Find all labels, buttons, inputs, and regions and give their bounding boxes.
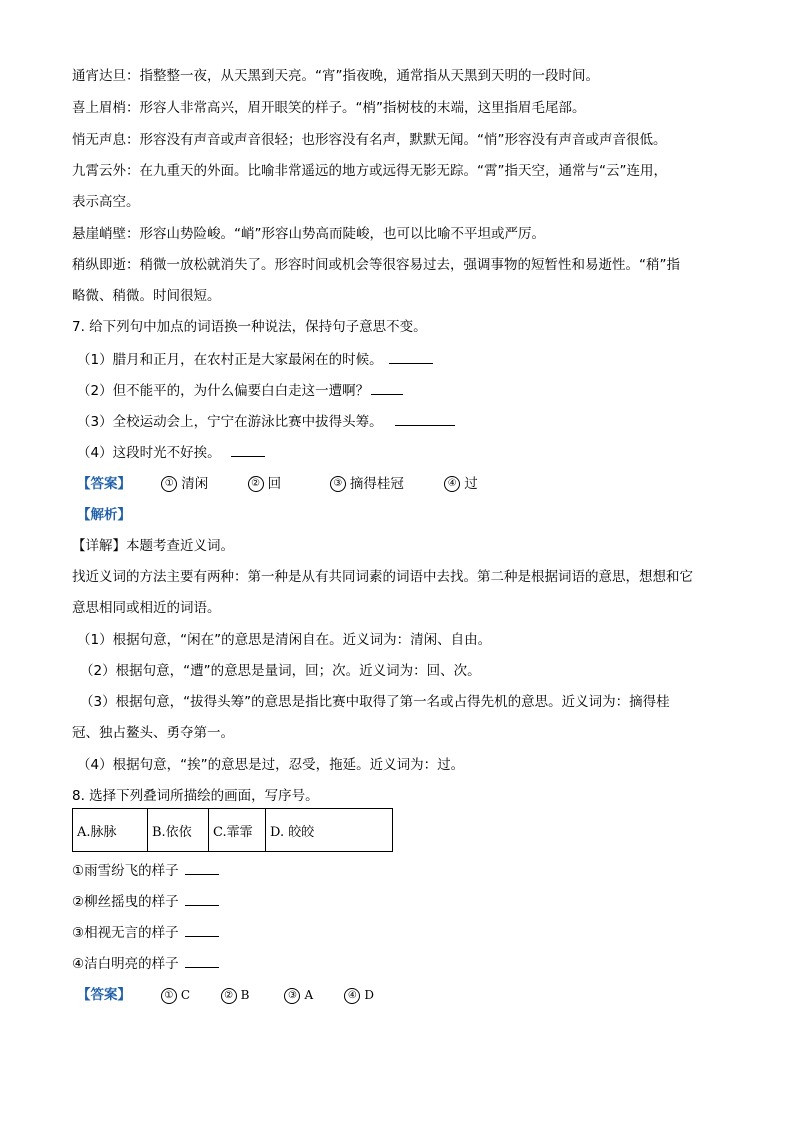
circled-number-icon: ① [161,988,177,1004]
explanation-line: （4）根据句意，“挨”的意思是过，忍受，拖延。近义词为：过。 [77,757,465,773]
circled-number-icon: ④ [344,988,360,1004]
answer-blank[interactable] [185,860,219,875]
circled-number-icon: ② [221,988,237,1004]
q7-item [77,411,455,432]
explanation-line: 冠、独占鳌头、勇夺第一。 [72,725,234,741]
q8-item [72,922,219,943]
answer-text: 过 [464,476,478,492]
answer-blank[interactable] [371,380,403,395]
q7-item-text: （4）这段时光不好挨。 [77,445,221,461]
circled-number-icon: ② [248,476,264,492]
circled-number-icon: ① [161,476,177,492]
option-cell: A.脉脉 [73,809,148,852]
answer-label: 【答案】 [77,476,131,492]
option-cell: C.霏霏 [209,809,266,852]
answer-item [444,474,478,494]
vocab-line: 九霄云外：在九重天的外面。比喻非常遥远的地方或远得无影无踪。“霄”指天空，通常与“云”连用， [72,163,667,179]
answer-item [284,985,340,1005]
q8-item [72,953,219,974]
circled-number-icon: ③ [330,476,346,492]
answer-blank[interactable] [389,349,433,364]
answer-item [248,474,326,494]
explanation-line: （3）根据句意，“拔得头筹”的意思是指比赛中取得了第一名或占得先机的意思。近义词为：摘得桂 [80,694,670,710]
answer-label: 【答案】 [77,987,131,1003]
q7-title: 7. 给下列句中加点的词语换一种说法，保持句子意思不变。 [72,319,427,335]
answer-blank[interactable] [185,922,219,937]
answer-text: 回 [267,476,282,492]
q8-item-text: ③相视无言的样子 [72,925,179,941]
q7-item [77,442,265,463]
answer-text: 摘得桂冠 [349,476,404,492]
vocab-line: 喜上眉梢：形容人非常高兴，眉开眼笑的样子。“梢”指树枝的末端，这里指眉毛尾部。 [72,100,586,116]
answer-text: D [364,988,374,1002]
method-line: 找近义词的方法主要有两种：第一种是从有共同词素的词语中去找。第二种是根据词语的意思，想想和它 [72,569,693,585]
vocab-line: 通宵达旦：指整整一夜，从天黑到天亮。“宵”指夜晚，通常指从天黑到天明的一段时间。 [72,68,599,84]
q7-item-text: （2）但不能平的，为什么偏要白白走这一遭啊？ [77,383,370,399]
answer-text: C [180,988,191,1002]
method-line: 意思相同或相近的词语。 [72,600,221,616]
q8-item-text: ②柳丝摇曳的样子 [72,894,179,910]
answer-item [330,474,440,494]
q8-answer-row [77,985,374,1005]
answer-text: 清闲 [181,476,209,492]
circled-number-icon: ④ [444,476,460,492]
answer-text: B [240,988,250,1002]
q7-item [77,349,433,370]
answer-blank[interactable] [185,891,219,906]
vocab-line: 稍纵即逝：稍微一放松就消失了。形容时间或机会等很容易过去，强调事物的短暂性和易逝性。“稍”指 [72,257,680,273]
q7-item-text: （1）腊月和正月，在农村正是大家最闲在的时候。 [77,352,383,368]
option-cell: B.依依 [148,809,209,852]
analysis-label: 【解析】 [77,507,131,523]
vocab-line: 表示高空。 [72,194,140,210]
options-table [72,808,393,852]
vocab-line: 略微、稍微。时间很短。 [72,288,221,304]
option-cell: D. 皎皎 [266,809,393,852]
vocab-line: 悬崖峭壁：形容山势险峻。“峭”形容山势高而陡峻，也可以比喻不平坦或严厉。 [72,226,545,242]
q7-item-text: （3）全校运动会上，宁宁在游泳比赛中拔得头筹。 [77,414,383,430]
answer-blank[interactable] [395,411,455,426]
circled-number-icon: ③ [284,988,300,1004]
q7-answer-row [77,474,478,494]
vocab-line: 悄无声息：形容没有声音或声音很轻；也形容没有名声，默默无闻。“悄”形容没有声音或声音很低。 [72,132,667,148]
answer-item [221,985,281,1005]
answer-blank[interactable] [231,442,265,457]
detail-heading: 【详解】本题考查近义词。 [72,538,234,554]
answer-item [161,985,217,1005]
q8-item-text: ④洁白明亮的样子 [72,956,179,972]
q8-item [72,891,219,912]
explanation-line: （1）根据句意，“闲在”的意思是清闲自在。近义词为：清闲、自由。 [77,632,492,648]
q8-title: 8. 选择下列叠词所描绘的画面，写序号。 [72,788,319,804]
answer-blank[interactable] [185,953,219,968]
answer-item [344,985,374,1005]
q7-item [77,380,403,401]
q8-item-text: ①雨雪纷飞的样子 [72,863,179,879]
explanation-line: （2）根据句意，“遭”的意思是量词，回；次。近义词为：回、次。 [80,663,481,679]
answer-item [161,474,243,494]
q8-item [72,860,219,881]
answer-text: A [304,988,314,1002]
